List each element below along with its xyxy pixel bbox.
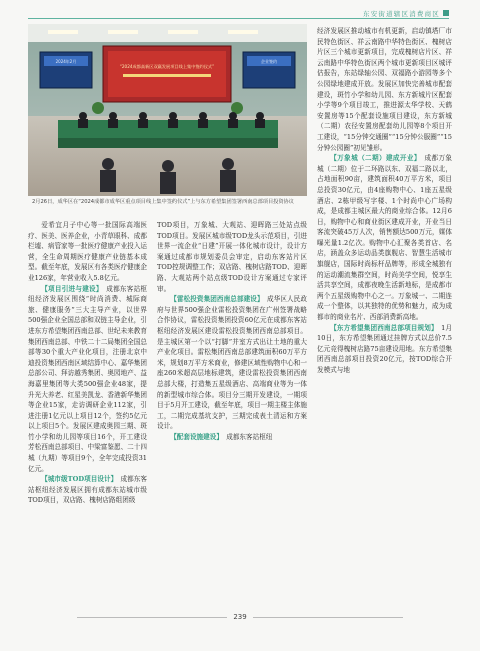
section-heading: 【雷松投资集团西南总部建设】 bbox=[170, 295, 261, 304]
paragraph-urban-renewal: 经济发展区推动城市有机更新，启动镇塔厂市民特色街区、祥云南路中华特色街区、槐树店片区三个城市更新项目，完成槐树店片区、祥云南路中华特色街区两个城市更新项目区城评估报告，东站绿轴公园、双福路小游园等多个公园绿地建成开放。发展区加快完善城市配套建设，斑竹小学和幼儿园、东方新城片区配套小学等9个项目竣工，推进源太华学校、天鹤安置房等15个配套设施项目建设，东方新城（二期）农径安置房配套幼儿园等8个项目开工建设，“15分钟交通圈”“15分钟公服圈”“15分钟公园圈”初见雏形。 bbox=[317, 27, 452, 152]
left-screen-title: 2024年2月 bbox=[55, 59, 77, 64]
paragraph-east-hope: 【东方希望集团西南总部项目规划】 1月10日，东方希望集团通过挂牌方式以总价7.5亿元竞得槐树店路75亩建设用地。东方希望集团西南总部项目投资20亿元，按TOD综合开发模式与地 bbox=[317, 323, 452, 374]
paragraph-tod-continued: TOD项目，万象城、大观站、迎晖路三处站点级TOD项目。发展区城市级TOD龙头示范项目，引进世界一流企业“日建”开展一体化城市设计，设计方案通过成都市规划委员会审定，启动东客站片区TOD控规调整工作；双店路、槐树店路TOD、迎晖路、大观站两个站点级TOD设计方案通过专家评审。 bbox=[157, 221, 307, 293]
conference-photo-illustration bbox=[28, 24, 307, 196]
paragraph-medical-industry: 爱希宜月子中心等一批国际高端医疗、医美、医养企业，小青草眼科、成都栏墟、病管家等一批医疗健康产业投入运营，全生命周期医疗健康产业链基本成型。截至年底，发展区有各类医疗健康企业126家，年营业收入5.8亿元。 bbox=[28, 221, 147, 282]
paragraph-tod-design: 【城市级TOD项目设计】 成都东客站枢纽经济发展区拥有成都东站城市级TOD项目，双店路、槐树店路组团级 bbox=[28, 475, 147, 505]
paragraph-project-intro: 【项目引进与建设】 成都东客站枢纽经济发展区围绕“时尚消费、城际商旅、健康服务”三大主导产业，以世界500强企业全国总部和双链主导企业，引进东方希望集团西南总部、世纪未来教育集团西南总部、中铁二十二局集团全国总部等30个重大产业化项目，注册北京中迪投资集团西南区域结算中心、嘉华集团总部公司、拜访越秀集团、奥园地产、益海嘉里集团等大类500强企业48家，提升光大养老、红星美凯龙、香港新华集团等企业15家，走访调研企业112家，引进注册1亿元以上项目12个，签约5亿元以上项目5个。发展区建成奥园三期、斑竹小学和幼儿园等项目16个，开工建设芳松西南总部项目、中梁富鉴愿、二十四城（九期）等项目9个，全年完成投资31亿元。 bbox=[28, 284, 148, 473]
paragraph-leisong-hq: 【雷松投资集团西南总部建设】 成华区人民政府与世界500强企业雷松投资集团在广州签署战略合作协议，雷松投资集团投资60亿元在成都东客站枢纽经济发展区建设雷松投资集团西南总部项目。是主城区第一个以“打脚”并室方式出让土地的重大产业化项目。雷松集团西南总部建筑面积60万平方米，规划8万平方米商业，修建区域性购物中心和一座260米超高层地标建筑，建设雷松投资集团西南总部大楼，打造集五星级酒店、高端商业等为一体的新型城市综合体。项目分三期开发建设，一期项目于5月开工建设，截至年底，项目一期主楼主体施工，二期完成基坑支护，三期完成表土清运和方案设计。 bbox=[157, 295, 308, 431]
text-column-middle bbox=[157, 220, 307, 442]
section-heading: 【项目引进与建设】 bbox=[41, 284, 100, 293]
paragraph-mixc-phase2: 【万象城（二期）建成开业】 成都万象城（二期）位于二环路以东、双福二路以北，占地面积90亩，建筑面积40万平方米，项目总投资30亿元，由4座购物中心、1座五星级酒店、2栋甲级写字楼、1个时尚中心广场构成，是成都主城区最大的商业综合体。12月6日，购物中心和商业街区建成开业，开业当日客流突破45万人次，销售额达500万元，媒体曝光量1.2亿次。购物中心汇聚各类首店、名店，涵盖众多运动品类旗舰店、智慧生活城市旗舰店，国际时尚标杆品牌等，形成全城独有的运动潮流集群空间，时尚美学空间，悦享生活共享空间，成都夜晚生活新地标，是成都市两个五星级购物中心之一。万象城一、二期连成一个整体，以其独特的优势和魅力，成为成都市的商业名片、西部消费新高地。 bbox=[317, 154, 453, 322]
paragraph-facilities: 【配套设施建设】 成都东客站枢纽 bbox=[170, 432, 273, 441]
header-rule bbox=[28, 18, 449, 19]
photo-caption: 2月26日，成华区在“2024成都市成华区重点项目线上集中签约仪式”上与东方希望集团签署西南总部项目投资协议 bbox=[32, 199, 294, 205]
section-marker bbox=[443, 10, 449, 16]
section-title: 东安街道辖区消费商区 bbox=[363, 10, 440, 18]
text-column-right bbox=[317, 26, 452, 376]
section-heading: 【配套设施建设】 bbox=[170, 432, 220, 441]
section-heading: 【万象城（二期）建成开业】 bbox=[330, 154, 418, 163]
conference-photo bbox=[28, 24, 307, 196]
center-screen-title: “2024成都高新区双赢发展项目线上集中签约仪式” bbox=[119, 64, 215, 69]
right-screen-title: 企业签约 bbox=[261, 59, 277, 64]
section-heading: 【城市级TOD项目设计】 bbox=[41, 475, 114, 484]
section-heading: 【东方希望集团西南总部项目规划】 bbox=[330, 323, 435, 332]
text-column-left bbox=[28, 220, 147, 506]
page-number: 239 bbox=[0, 613, 480, 621]
